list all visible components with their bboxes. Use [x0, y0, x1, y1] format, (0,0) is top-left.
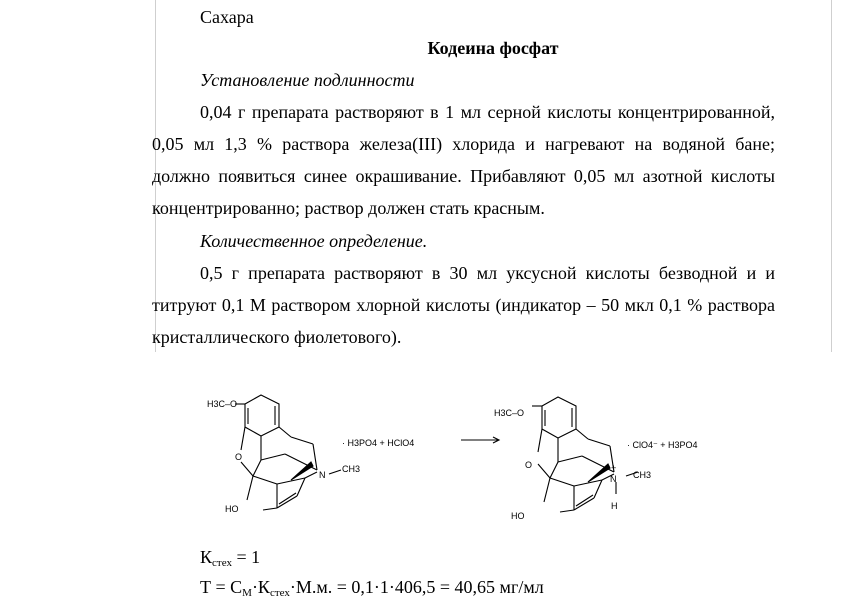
page-margin-line-right [831, 0, 832, 352]
paragraph-line: концентрированно; раствор должен стать красным. [152, 198, 545, 218]
titer-formula: $Т = С_М\cdot К_{стех}\cdot М.м$. = 0,1·1·406,5 = 40,65 мг/мл [200, 577, 544, 599]
charge-plus-label: + [611, 463, 617, 473]
hydrogen-label: H [611, 501, 618, 511]
paragraph-line: 0,5 г препарата растворяют в 30 мл уксусной кислоты безводной и и [200, 263, 775, 283]
paragraph-line: должно появиться синее окрашивание. Прибавляют 0,05 мл азотной кислоты [152, 166, 775, 186]
methyl-label: CH3 [342, 464, 361, 474]
document-title: Кодеина фосфат [427, 38, 559, 58]
methyl-label: CH3 [633, 470, 652, 480]
methoxy-label: H3C–O [494, 408, 525, 418]
methoxy-label: H3C–O [207, 399, 238, 409]
paragraph-line: титруют 0,1 М раствором хлорной кислоты (индикатор – 50 мкл 0,1 % раствора [152, 295, 775, 315]
paragraph-line: кристаллического фиолетового). [152, 327, 402, 347]
top-fragment-text: Сахара [200, 7, 254, 27]
oxygen-label: O [525, 460, 533, 470]
codeine-cation-structure [532, 397, 638, 512]
paragraph-line: 0,05 мл 1,3 % раствора железа(III) хлорида и нагревают на водяной бане; [152, 134, 775, 154]
codeine-structure [235, 395, 341, 510]
section-heading-identification: Установление подлинности [200, 70, 415, 90]
paragraph-line: 0,04 г препарата растворяют в 1 мл серной кислоты концентрированной, [200, 102, 775, 122]
nitrogen-label: N [610, 474, 617, 484]
hydroxyl-label: HO [511, 511, 525, 521]
section-heading-assay: Количественное определение. [200, 231, 428, 251]
products-text: · ClO4⁻ + H3PO4 [627, 440, 698, 450]
reagents-text: · H3PO4 + HClO4 [342, 438, 415, 448]
reaction-scheme [195, 392, 735, 530]
stoichiometric-coefficient: $К_{стех} = 1$ [200, 547, 261, 569]
hydroxyl-label: HO [225, 504, 239, 514]
oxygen-label: O [235, 452, 243, 462]
nitrogen-label: N [319, 470, 326, 480]
